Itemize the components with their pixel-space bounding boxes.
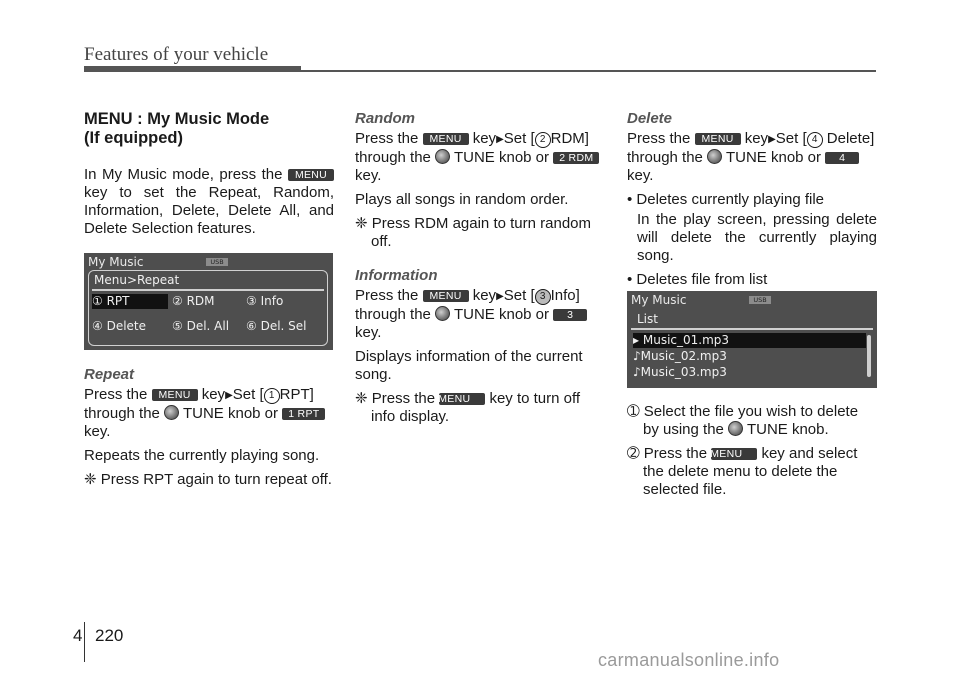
list-item-1[interactable]: [633, 333, 866, 348]
rd-key: key: [472, 130, 497, 147]
de-key: key: [744, 130, 769, 147]
in-note-a: ❈ Press the: [355, 390, 436, 407]
in-through: through the: [355, 306, 431, 323]
bullet-delete-playing: • Deletes currently playing file: [627, 191, 825, 208]
rd-set: Set [: [503, 130, 535, 147]
music-note-icon: ♪: [633, 349, 641, 363]
page-number: 220: [95, 626, 124, 645]
in-keyend: key.: [355, 324, 382, 341]
tune-knob-icon: [435, 149, 450, 164]
in-note-b: key to turn off info display.: [371, 390, 581, 425]
circled-3-icon: 3: [535, 289, 551, 305]
option-rdm[interactable]: ② RDM: [172, 294, 215, 308]
random-note: ❈ Press RDM again to turn random off.: [355, 215, 591, 250]
file-name: Music_02.mp3: [640, 349, 727, 363]
menu-divider: [92, 289, 324, 291]
menu-key-icon: MENU: [423, 290, 469, 302]
circled-1-icon: 1: [264, 388, 280, 404]
option-rpt[interactable]: ① RPT: [92, 294, 168, 309]
info-key-icon: 3: [553, 309, 587, 321]
tune-knob-icon: [707, 149, 722, 164]
info-instruction: [355, 287, 605, 342]
rd-press: Press the: [355, 130, 419, 147]
menu-key-icon: MENU: [423, 133, 469, 145]
chapter-number: 4: [73, 626, 83, 645]
file-name: Music_01.mp3: [642, 333, 730, 347]
de-sel: Delete] through the: [627, 130, 875, 166]
bullet-delete-playing-desc: In the play screen, pressing delete will delete the currently playing song.: [637, 211, 877, 264]
intro-text-b: key to set the Repeat, Random, Information, Delete, Delete All, and Delete Selection features.: [84, 184, 334, 237]
arrow-right-icon: ▶: [496, 134, 504, 145]
arrow-right-icon: ▶: [496, 291, 504, 302]
file-name: Music_03.mp3: [640, 365, 727, 379]
list-label: List: [637, 312, 658, 326]
in-key: key: [472, 287, 497, 304]
menu-key-icon: MENU: [288, 169, 334, 181]
play-arrow-icon: ▸: [633, 333, 640, 347]
bullet-delete-list: • Deletes file from list: [627, 271, 768, 288]
step-2-text-b: key and select the delete menu to delete the selected file.: [643, 445, 858, 498]
in-press: Press the: [355, 287, 419, 304]
info-heading: Information: [355, 267, 438, 284]
menu-key-icon: MENU: [152, 389, 198, 401]
rd-tune: TUNE knob or: [453, 149, 550, 166]
tune-knob-icon: [728, 421, 743, 436]
rdm-key-icon: 2 RDM: [553, 152, 599, 164]
info-desc: Displays information of the current song.: [355, 348, 583, 383]
delete-heading: Delete: [627, 110, 673, 127]
de-tune: TUNE knob or: [725, 149, 822, 166]
intro-paragraph: [84, 166, 334, 238]
delete-instruction: [627, 130, 877, 185]
tune-knob-icon: [435, 306, 450, 321]
menu-key-icon: MENU: [711, 448, 757, 460]
menu-key-icon: MENU: [695, 133, 741, 145]
random-heading: Random: [355, 110, 415, 127]
intro-text-a: In My Music mode, press the: [84, 166, 283, 183]
step-1-text-a: Select the file you wish to delete by using the: [643, 403, 859, 438]
screen-title: My Music: [631, 293, 687, 307]
header-bar: [84, 66, 301, 72]
page-divider: [84, 622, 85, 662]
step-2: [627, 445, 877, 499]
menu-breadcrumb: Menu>Repeat: [94, 273, 180, 287]
step-2-text-a: Press the: [643, 445, 708, 462]
step-1-text-b: TUNE knob.: [746, 421, 829, 438]
repeat-note: ❈ Press RPT again to turn repeat off.: [84, 471, 332, 488]
repeat-heading: Repeat: [84, 366, 135, 383]
arrow-right-icon: ▶: [768, 134, 776, 145]
info-note: [355, 390, 605, 426]
rp-tune: TUNE knob or: [182, 405, 279, 422]
de-set: Set [: [775, 130, 807, 147]
tune-knob-icon: [164, 405, 179, 420]
option-delete[interactable]: ④ Delete: [92, 319, 146, 333]
rp-set: Set [: [232, 386, 264, 403]
rp-press: Press the: [84, 386, 148, 403]
option-info[interactable]: ③ Info: [246, 294, 284, 308]
circled-2-icon: 2: [535, 132, 551, 148]
in-set: Set [: [503, 287, 535, 304]
menu-key-icon: MENU: [439, 393, 485, 405]
circled-4-icon: 4: [807, 132, 823, 148]
rp-key: key: [201, 386, 226, 403]
section-title: [84, 110, 334, 148]
usb-badge: USB: [749, 296, 771, 304]
random-instruction: [355, 130, 605, 185]
header-rule: [301, 70, 876, 72]
title-line-1: MENU : My Music Mode: [84, 110, 270, 128]
scrollbar[interactable]: [867, 335, 871, 377]
step-1-num: ➀: [627, 403, 640, 420]
usb-badge: USB: [206, 258, 228, 266]
screen-file-list: [627, 291, 877, 388]
watermark: carmanualsonline.info: [598, 650, 780, 670]
header-title: Features of your vehicle: [84, 44, 269, 65]
step-2-num: ➁: [627, 445, 640, 462]
rp-through: through the: [84, 405, 160, 422]
in-sel: Info]: [550, 287, 580, 304]
column-random-info: [355, 110, 605, 432]
random-desc: Plays all songs in random order.: [355, 191, 569, 208]
screen-menu-repeat: [84, 253, 333, 350]
repeat-instruction: [84, 386, 334, 441]
option-del-all[interactable]: ⑤ Del. All: [172, 319, 230, 333]
rd-sel: RDM]: [550, 130, 589, 147]
screen-title: My Music: [88, 255, 144, 269]
list-item-3[interactable]: [633, 365, 866, 380]
list-item-2[interactable]: [633, 349, 866, 364]
rd-keyend: key.: [355, 167, 382, 184]
list-divider: [631, 328, 873, 330]
de-press: Press the: [627, 130, 691, 147]
rpt-key-icon: 1 RPT: [282, 408, 325, 420]
option-del-sel[interactable]: ⑥ Del. Sel: [246, 319, 307, 333]
arrow-right-icon: ▶: [225, 390, 233, 401]
de-keyend: key.: [627, 167, 654, 184]
repeat-desc: Repeats the currently playing song.: [84, 447, 320, 464]
title-line-2: (If equipped): [84, 129, 183, 147]
rp-sel: RPT]: [279, 386, 314, 403]
delete-key-icon: 4: [825, 152, 859, 164]
rd-through: through the: [355, 149, 431, 166]
music-note-icon: ♪: [633, 365, 641, 379]
step-1: [627, 403, 877, 439]
rp-keyend: key.: [84, 423, 111, 440]
in-tune: TUNE knob or: [453, 306, 550, 323]
